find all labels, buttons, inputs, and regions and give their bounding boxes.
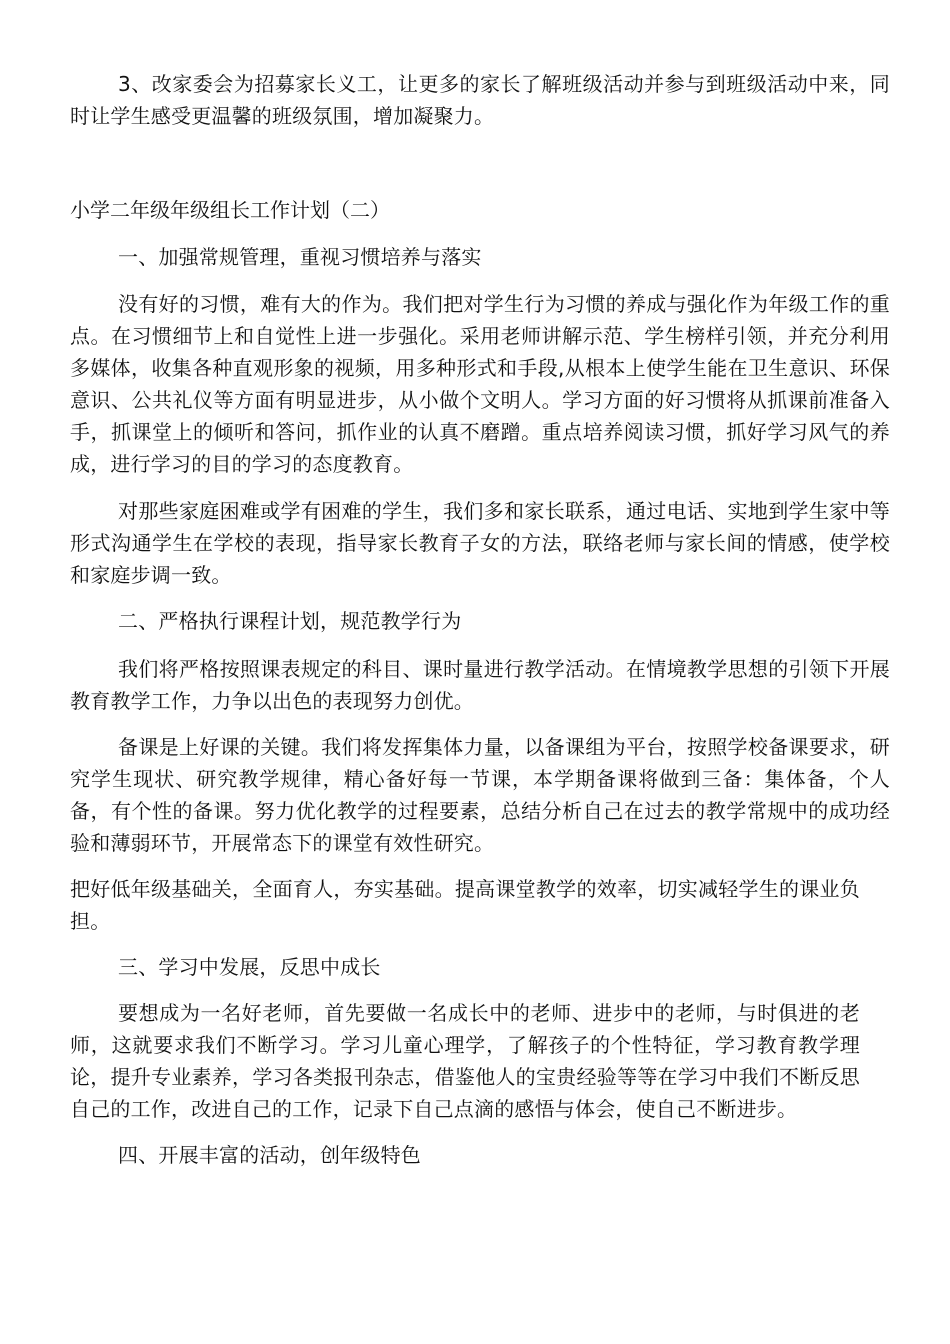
paragraph-habits: 没有好的习惯，难有大的作为。我们把对学生行为习惯的养成与强化作为年级工作的重点。在习惯细节上和自觉性上进一步强化。采用老师讲解示范、学生榜样引领，并充分利用多媒体，收集各种直观形象的视频，用多种形式和手段,从根本上使学生能在卫生意识、环保意识、公共礼仪等方面有明显进步，从小做个文明人。学习方面的好习惯将从抓课前准备入手，抓课堂上的倾听和答问，抓作业的认真不磨蹭。重点培养阅读习惯，抓好学习风气的养成，进行学习的目的学习的态度教育。 — [70, 292, 890, 476]
section-heading-4: 四、开展丰富的活动，创年级特色 — [118, 1143, 421, 1167]
paragraph-parent-volunteers: 3、改家委会为招募家长义工，让更多的家长了解班级活动并参与到班级活动中来，同时让学生感受更温馨的班级氛围，增加凝聚力。 — [70, 72, 890, 128]
document-page — [70, 68, 890, 1171]
section-heading-2: 二、严格执行课程计划，规范教学行为 — [118, 609, 462, 633]
section-heading-3: 三、学习中发展，反思中成长 — [118, 955, 381, 979]
paragraph-curriculum: 我们将严格按照课表规定的科目、课时量进行教学活动。在情境教学思想的引领下开展教育教学工作，力争以出色的表现努力创优。 — [70, 657, 890, 713]
paragraph-learning: 要想成为一名好老师，首先要做一名成长中的老师、进步中的老师，与时俱进的老师，这就要求我们不断学习。学习儿童心理学，了解孩子的个性特征，学习教育教学理论，提升专业素养，学习各类报刊杂志，借鉴他人的宝贵经验等等在学习中我们不断反思自己的工作，改进自己的工作，记录下自己点滴的感悟与体会，使自己不断进步。 — [70, 1001, 860, 1121]
paragraph-lesson-prep: 备课是上好课的关键。我们将发挥集体力量，以备课组为平台，按照学校备课要求，研究学生现状、研究教学规律，精心备好每一节课，本学期备课将做到三备：集体备，个人备，有个性的备课。努力优化教学的过程要素，总结分析自己在过去的教学常规中的成功经验和薄弱环节，开展常态下的课堂有效性研究。 — [70, 735, 890, 855]
paragraph-family-contact: 对那些家庭困难或学有困难的学生，我们多和家长联系，通过电话、实地到学生家中等形式沟通学生在学校的表现，指导家长教育子女的方法，联络老师与家长间的情感，使学校和家庭步调一致。 — [70, 499, 890, 587]
document-title: 小学二年级年级组长工作计划（二） — [70, 198, 390, 222]
paragraph-foundation: 把好低年级基础关，全面育人，夯实基础。提高课堂教学的效率，切实减轻学生的课业负担。 — [70, 877, 860, 933]
section-heading-1: 一、加强常规管理，重视习惯培养与落实 — [118, 245, 482, 269]
